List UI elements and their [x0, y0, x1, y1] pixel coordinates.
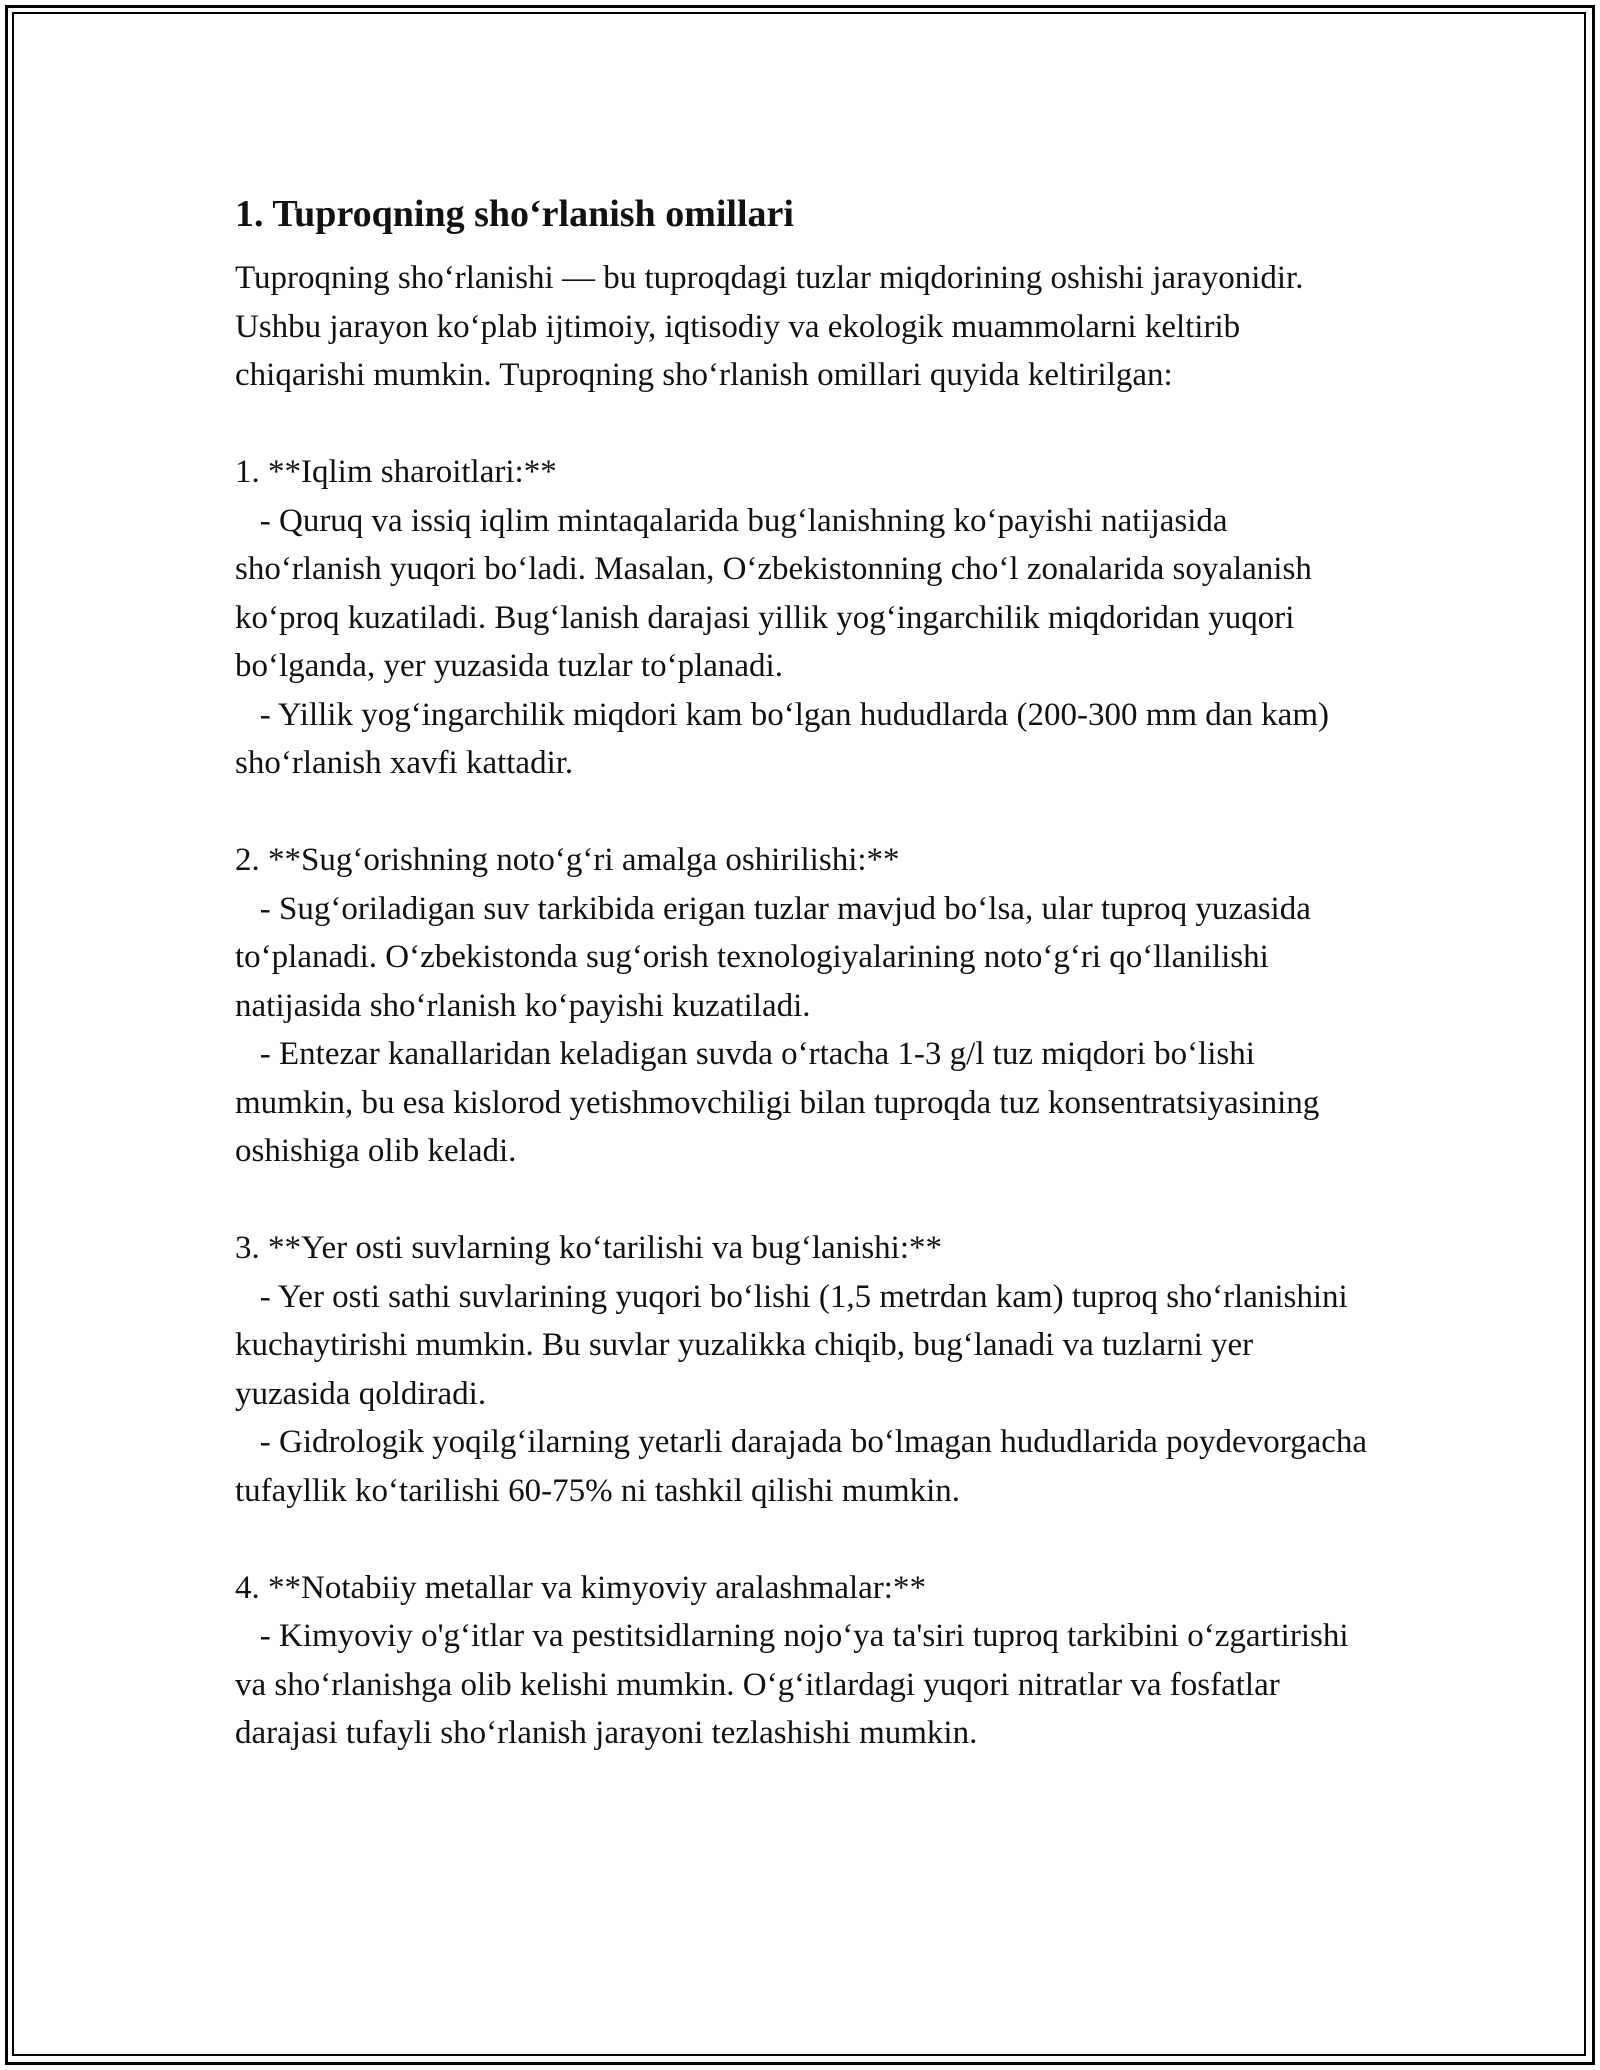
section-chemicals — [235, 1564, 1375, 1758]
spacer — [235, 788, 1375, 837]
spacer — [235, 400, 1375, 449]
section-heading: 1. **Iqlim sharoitlari:** — [235, 454, 557, 490]
bullet-item: - Yer osti sathi suvlarining yuqori bo‘lishi (1,5 metrdan kam) tuproq sho‘rlanishini kuchaytirishi mumkin. Bu suvlar yuzalikka chiqib, bug‘lanadi va tuzlarni yer yuzasida qoldiradi. — [235, 1278, 1356, 1412]
bullet-item: - Yillik yog‘ingarchilik miqdori kam bo‘lgan hududlarda (200-300 mm dan kam) sho‘rlanish xavfi kattadir. — [235, 696, 1338, 781]
section-heading: 2. **Sug‘orishning noto‘g‘ri amalga oshirilishi:** — [235, 842, 900, 878]
spacer — [235, 1176, 1375, 1225]
section-climate — [235, 448, 1375, 788]
section-heading: 4. **Notabiiy metallar va kimyoviy aralashmalar:** — [235, 1569, 926, 1606]
section-groundwater — [235, 1224, 1375, 1515]
bullet-item: - Entezar kanallaridan keladigan suvda o‘rtacha 1-3 g/l tuz miqdori bo‘lishi mumkin, bu esa kislorod yetishmovchiligi bilan tuproqda tuz konsentratsiyasining oshishiga olib keladi. — [235, 1036, 1328, 1169]
bullet-item: - Kimyoviy o'g‘itlar va pestitsidlarning nojo‘ya ta'siri tuproq tarkibini o‘zgartirishi va sho‘rlanishga olib kelishi mumkin. O‘g‘itlardagi yuqori nitratlar va fosfatlar darajasi tufayli sho‘rlanish jarayoni tezlashishi mumkin. — [235, 1618, 1357, 1751]
spacer — [235, 1515, 1375, 1564]
section-irrigation — [235, 836, 1375, 1176]
bullet-item: - Quruq va issiq iqlim mintaqalarida bug‘lanishning ko‘payishi natijasida sho‘rlanish yuqori bo‘ladi. Masalan, O‘zbekistonning cho‘l zonalarida soyalanish ko‘proq kuzatiladi. Bug‘lanish darajasi yillik yog‘ingarchilik miqdoridan yuqori bo‘lganda, yer yuzasida tuzlar to‘planadi. — [235, 502, 1321, 684]
bullet-item: - Gidrologik yoqilg‘ilarning yetarli darajada bo‘lmagan hududlarida poydevorgacha tufayllik ko‘tarilishi 60-75% ni tashkil qilishi mumkin. — [235, 1424, 1376, 1509]
document-body — [235, 186, 1375, 1758]
bullet-item: - Sug‘oriladigan suv tarkibida erigan tuzlar mavjud bo‘lsa, ular tuproq yuzasida to‘planadi. O‘zbekistonda sug‘orish texnologiyalarining noto‘g‘ri qo‘llanilishi natijasida sho‘rlanish ko‘payishi kuzatiladi. — [235, 890, 1320, 1024]
document-title: 1. Tuproqning sho‘rlanish omillari — [235, 193, 794, 235]
section-heading: 3. **Yer osti suvlarning ko‘tarilishi va bug‘lanishi:** — [235, 1230, 943, 1266]
intro-paragraph: Tuproqning sho‘rlanishi — bu tuproqdagi tuzlar miqdorining oshishi jarayonidir. Ushbu jarayon ko‘plab ijtimoiy, iqtisodiy va ekologik muammolarni keltirib chiqarishi mumkin. Tuproqning sho‘rlanish omillari quyida keltirilgan: — [235, 260, 1312, 393]
